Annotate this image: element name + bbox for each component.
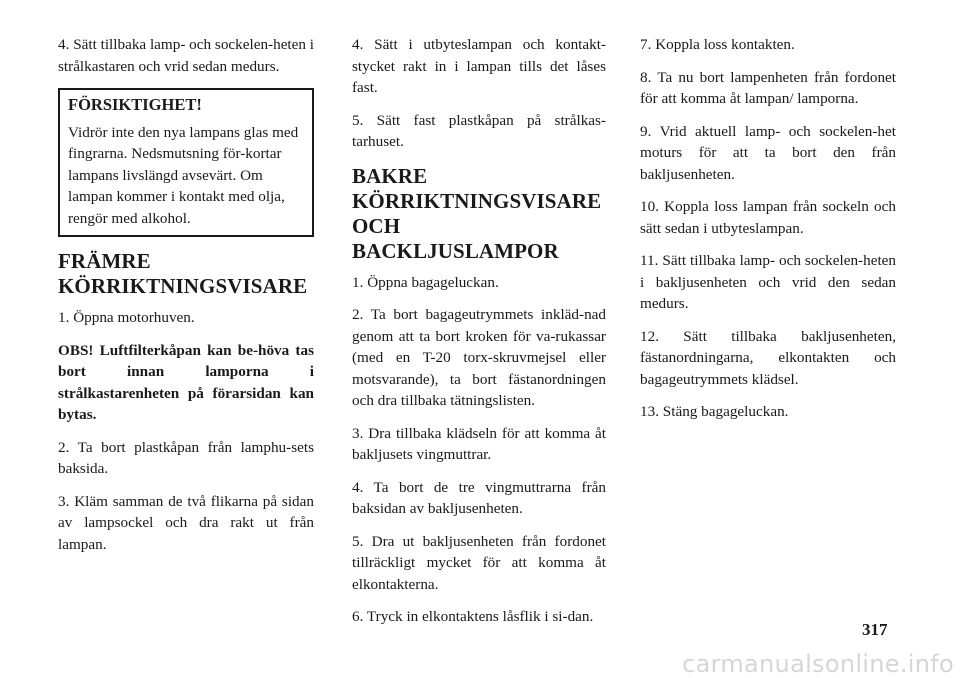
step: 2. Ta bort plastkåpan från lamphu-sets baksida. — [58, 438, 314, 477]
step: 1. Öppna bagageluckan. — [352, 273, 499, 291]
paragraph: 4. Sätt tillbaka lamp- och sockelen-heten i strålkastaren och vrid sedan medurs. — [58, 36, 314, 75]
step: 7. Koppla loss kontakten. — [640, 36, 795, 53]
step: 4. Sätt i utbyteslampan och kontakt-stycket rakt in i lampan tills det låses fast. — [352, 36, 606, 96]
caution-title: FÖRSIKTIGHET! — [68, 95, 202, 114]
step: 3. Dra tillbaka klädseln för att komma åt bakljusets vingmuttrar. — [352, 424, 606, 463]
step: 12. Sätt tillbaka bakljusenheten, fästanordningarna, elkontakten och bagageutrymmets klädsel. — [640, 327, 896, 388]
caution-text: Vidrör inte den nya lampans glas med fingrarna. Nedsmutsning för-kortar lampans livslängd avsevärt. Om lampan kommer i kontakt med olja, rengör med alkohol. — [68, 123, 299, 227]
section-heading-rear-indicators: BAKRE KÖRRIKTNINGSVISARE OCH BACKLJUSLAMPOR — [352, 163, 602, 263]
step: 1. Öppna motorhuven. — [58, 309, 195, 326]
page-number: 317 — [862, 620, 888, 639]
step: 11. Sätt tillbaka lamp- och sockelen-heten i bakljusenheten och vrid den sedan medurs. — [640, 252, 896, 312]
note: OBS! Luftfilterkåpan kan be-höva tas bort innan lamporna i strålkastarenheten på förarsidan kan bytas. — [58, 341, 314, 423]
step: 3. Kläm samman de två flikarna på sidan av lampsockel och dra rakt ut från lampan. — [58, 492, 314, 553]
column-right — [640, 34, 896, 434]
step: 5. Dra ut bakljusenheten från fordonet tillräckligt mycket för att komma åt elkontakterna. — [352, 532, 606, 593]
step: 9. Vrid aktuell lamp- och sockelen-het moturs för att ta bort den från bakljusenheten. — [640, 122, 896, 183]
step: 8. Ta nu bort lampenheten från fordonet för att komma åt lampan/ lamporna. — [640, 68, 896, 107]
step: 10. Koppla loss lampan från sockeln och sätt sedan i utbyteslampan. — [640, 198, 896, 237]
section-heading-front-indicators: FRÄMRE KÖRRIKTNINGSVISARE — [58, 249, 308, 298]
step: 4. Ta bort de tre vingmuttrarna från baksidan av bakljusenheten. — [352, 478, 606, 517]
step: 5. Sätt fast plastkåpan på strålkas-tarhuset. — [352, 111, 606, 150]
step: 6. Tryck in elkontaktens låsflik i si-dan. — [352, 608, 594, 625]
caution-box — [58, 88, 314, 237]
watermark: carmanualsonline.info — [682, 650, 954, 678]
column-left — [58, 34, 314, 566]
step: 13. Stäng bagageluckan. — [640, 403, 789, 420]
step: 2. Ta bort bagageutrymmets inkläd-nad genom att ta bort kroken för va-rukassar (med en T-20 torx-skruvmejsel eller motsvarande), ta bort fästanordningen och dra tillbaka tätningslisten. — [352, 306, 606, 409]
column-middle — [352, 34, 606, 639]
